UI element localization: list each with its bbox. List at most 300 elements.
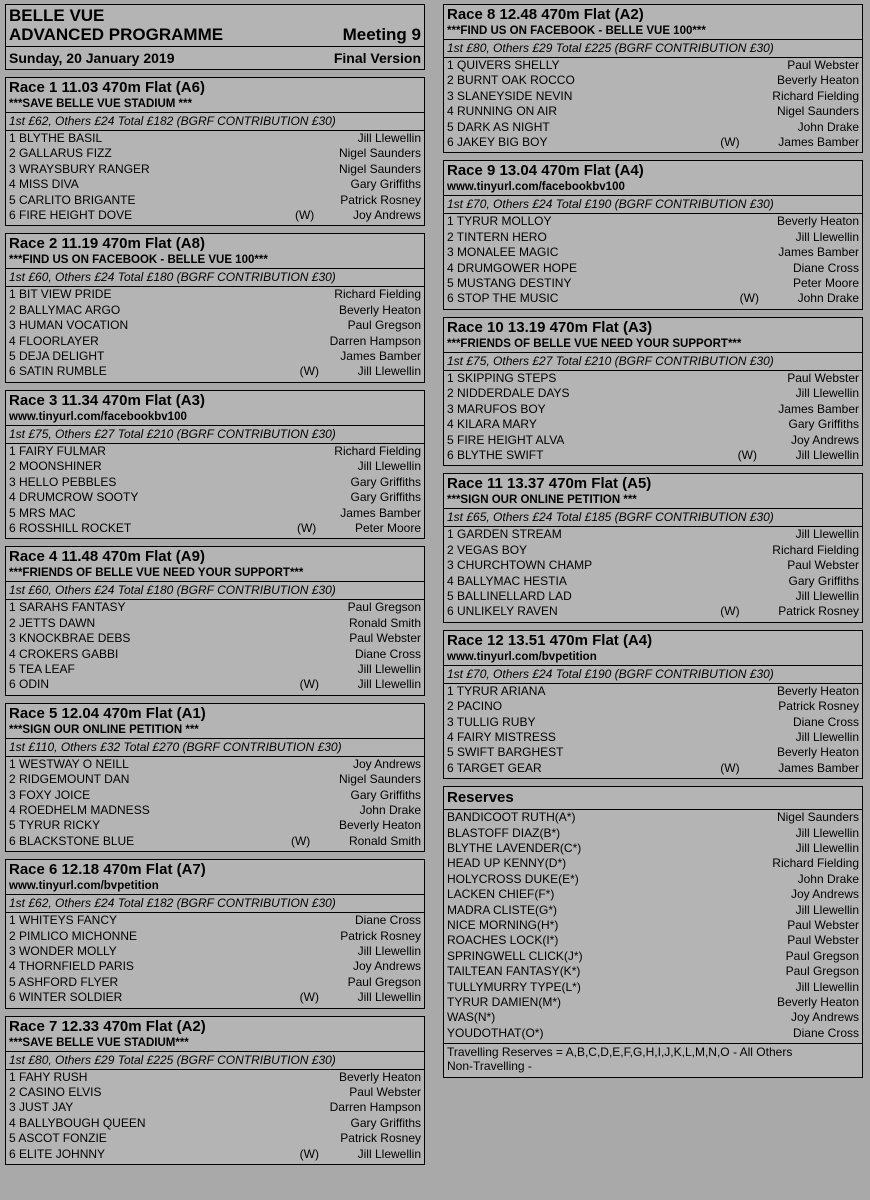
runner-dog: 4 BALLYMAC HESTIA <box>447 573 567 588</box>
runner-row <box>9 913 421 928</box>
runner-dog: 6 UNLIKELY RAVEN <box>447 604 558 619</box>
race-prize: 1st £60, Others £24 Total £180 (BGRF CONTRIBUTION £30) <box>6 582 424 600</box>
runner-dog: 2 BALLYMAC ARGO <box>9 302 121 317</box>
runner-wide-marker <box>297 913 355 928</box>
runner-wide-marker: (W) <box>290 833 311 848</box>
runner-wide-marker <box>733 433 791 448</box>
runner-dog: 5 TEA LEAF <box>9 661 75 676</box>
reserve-dog: BLASTOFF DIAZ(B*) <box>447 825 561 840</box>
runner-dog: 4 THORNFIELD PARIS <box>9 959 134 974</box>
reserve-trainer: Paul Gregson <box>785 964 859 979</box>
runner-trainer: Diane Cross <box>792 260 859 275</box>
runner-row <box>447 120 859 135</box>
runner-wide-marker <box>738 589 796 604</box>
runner-dog: 1 WESTWAY O NEILL <box>9 756 129 771</box>
runner-trainer: Patrick Rosney <box>778 699 859 714</box>
header-row-2 <box>6 25 424 47</box>
race-promo: ***SAVE BELLE VUE STADIUM *** <box>6 97 424 113</box>
runner-trainer: Gary Griffiths <box>350 490 421 505</box>
runner-row <box>9 1147 421 1162</box>
race-title: Race 6 12.18 470m Flat (A7) <box>9 861 206 879</box>
runner-trainer: Paul Webster <box>787 558 859 573</box>
runner-trainer: Gary Griffiths <box>350 787 421 802</box>
runner-trainer: Joy Andrews <box>790 432 859 447</box>
runner-dog: 6 ROSSHILL ROCKET <box>9 520 132 535</box>
runner-row <box>447 558 859 573</box>
runner-dog: 1 TYRUR ARIANA <box>447 683 546 698</box>
runner-dog: 4 RUNNING ON AIR <box>447 104 558 119</box>
runner-wide-marker: (W) <box>299 364 319 379</box>
runner-dog: 3 TULLIG RUBY <box>447 714 536 729</box>
runner-dog: 1 QUIVERS SHELLY <box>447 58 560 72</box>
runner-dog: 3 WRAYSBURY RANGER <box>9 161 150 176</box>
race-promo: ***FRIENDS OF BELLE VUE NEED YOUR SUPPORT*** <box>444 337 862 353</box>
reserve-trainer: John Drake <box>797 871 859 886</box>
reserve-dog: BLYTHE LAVENDER(C*) <box>447 841 582 855</box>
runner-wide-marker <box>719 104 777 119</box>
runner-dog: 4 MISS DIVA <box>9 177 79 192</box>
runner-dog: 2 CASINO ELVIS <box>9 1085 102 1100</box>
runner-row <box>9 1070 421 1085</box>
runner-wide-marker <box>738 527 796 542</box>
runner-dog: 3 CHURCHTOWN CHAMP <box>447 558 593 573</box>
runner-row <box>9 647 421 662</box>
runner-row <box>447 604 859 619</box>
reserve-row <box>447 933 859 948</box>
reserve-row <box>447 841 859 856</box>
runner-wide-marker <box>735 261 793 276</box>
race-title: Race 9 13.04 470m Flat (A4) <box>447 162 644 180</box>
runner-wide-marker <box>290 600 348 615</box>
race-card <box>5 703 425 852</box>
runner-trainer: James Bamber <box>778 135 859 150</box>
runner-row <box>447 73 859 88</box>
runner-row <box>447 684 859 699</box>
runner-row <box>9 287 421 302</box>
runner-wide-marker <box>729 58 787 73</box>
reserve-dog: YOUDOTHAT(O*) <box>447 1025 544 1040</box>
runner-trainer: Ronald Smith <box>348 615 421 630</box>
runner-dog: 1 SKIPPING STEPS <box>447 370 557 385</box>
runner-row <box>9 1085 421 1100</box>
runner-dog: 6 TARGET GEAR <box>447 760 542 775</box>
runner-trainer: Richard Fielding <box>772 88 859 103</box>
race-title: Race 5 12.04 470m Flat (A1) <box>9 704 206 722</box>
runner-wide-marker <box>272 334 330 349</box>
race-card <box>5 77 425 226</box>
runner-dog: 6 FIRE HEIGHT DOVE <box>9 208 133 223</box>
runner-row <box>9 757 421 772</box>
runner-wide-marker <box>300 662 358 677</box>
race-title: Race 3 11.34 470m Flat (A3) <box>9 391 205 409</box>
runner-trainer: Gary Griffiths <box>788 417 859 432</box>
runner-row <box>9 834 421 849</box>
runner-wide-marker <box>714 89 772 104</box>
runner-trainer: Jill Llewellin <box>795 588 859 603</box>
runner-trainer: James Bamber <box>778 401 859 416</box>
runner-trainer: Diane Cross <box>792 714 859 729</box>
runner-trainer: Jill Llewellin <box>357 364 421 379</box>
runner-wide-marker <box>276 287 334 302</box>
runner-row <box>447 291 859 306</box>
race-card <box>5 859 425 1008</box>
runner-trainer: Patrick Rosney <box>340 1131 421 1146</box>
runner-trainer: Darren Hampson <box>329 333 421 348</box>
runner-dog: 5 MUSTANG DESTINY <box>447 276 572 291</box>
race-prize: 1st £80, Others £29 Total £225 (BGRF CONTRIBUTION £30) <box>6 1052 424 1070</box>
runner-row <box>447 245 859 260</box>
right-column <box>443 4 863 1085</box>
runner-wide-marker <box>719 214 777 229</box>
runner-trainer: Paul Gregson <box>347 974 421 989</box>
runner-wide-marker <box>729 371 787 386</box>
runner-row <box>9 506 421 521</box>
runner-row <box>447 58 859 73</box>
reserve-trainer: Diane Cross <box>792 1025 859 1040</box>
runner-row <box>9 662 421 677</box>
reserve-row <box>447 995 859 1010</box>
runner-dog: 4 DRUMGOWER HOPE <box>447 260 578 275</box>
runner-trainer: James Bamber <box>340 505 421 520</box>
runner-dog: 2 GALLARUS FIZZ <box>9 146 112 161</box>
runner-wide-marker: (W) <box>720 604 740 619</box>
runner-wide-marker: (W) <box>294 208 315 223</box>
runner-wide-marker <box>719 745 777 760</box>
runner-wide-marker <box>293 475 351 490</box>
runner-row <box>9 818 421 833</box>
runner-row <box>9 631 421 646</box>
runner-wide-marker <box>720 402 778 417</box>
race-title: Race 2 11.19 470m Flat (A8) <box>9 235 205 253</box>
runner-trainer: Diane Cross <box>354 646 421 661</box>
runner-dog: 5 TYRUR RICKY <box>9 818 101 833</box>
runner-wide-marker <box>282 193 340 208</box>
runner-trainer: Nigel Saunders <box>776 104 859 119</box>
runner-wide-marker <box>731 574 789 589</box>
runner-wide-marker <box>295 757 353 772</box>
reserve-trainer: Paul Gregson <box>785 948 859 963</box>
reserve-row <box>447 918 859 933</box>
runner-row <box>447 371 859 386</box>
runner-dog: 2 PIMLICO MICHONNE <box>9 928 138 943</box>
runner-wide-marker <box>302 803 360 818</box>
reserves-note-line-2: Non-Travelling - <box>447 1059 532 1074</box>
reserve-trainer: Jill Llewellin <box>795 979 859 994</box>
runner-dog: 6 BLACKSTONE BLUE <box>9 833 135 848</box>
runner-dog: 4 CROKERS GABBI <box>9 646 119 661</box>
runner-trainer: Jill Llewellin <box>795 229 859 244</box>
reserve-row <box>447 856 859 871</box>
runner-trainer: Richard Fielding <box>334 287 421 302</box>
runner-wide-marker <box>290 318 348 333</box>
runner-dog: 1 TYRUR MOLLOY <box>447 214 552 229</box>
runner-trainer: Peter Moore <box>354 520 421 535</box>
runner-row <box>9 959 421 974</box>
programme-title: ADVANCED PROGRAMME <box>9 25 224 44</box>
race-prize: 1st £65, Others £24 Total £185 (BGRF CONTRIBUTION £30) <box>444 509 862 527</box>
race-title: Race 11 13.37 470m Flat (A5) <box>447 475 652 493</box>
runner-wide-marker <box>290 975 348 990</box>
reserve-row <box>447 887 859 902</box>
runner-wide-marker <box>714 543 772 558</box>
runner-trainer: James Bamber <box>340 349 421 364</box>
runner-wide-marker <box>731 417 789 432</box>
runner-row <box>447 589 859 604</box>
runner-dog: 1 WHITEYS FANCY <box>9 913 118 928</box>
runner-dog: 5 DARK AS NIGHT <box>447 119 550 134</box>
meeting-number: Meeting 9 <box>342 25 421 44</box>
runner-dog: 3 WONDER MOLLY <box>9 944 117 958</box>
runner-trainer: Joy Andrews <box>352 756 421 771</box>
runner-wide-marker <box>291 631 349 646</box>
race-promo: www.tinyurl.com/facebookbv100 <box>6 410 424 426</box>
runner-trainer: Beverly Heaton <box>338 302 421 317</box>
runner-trainer: Jill Llewellin <box>357 944 421 958</box>
runner-trainer: Paul Webster <box>349 1085 421 1100</box>
reserve-dog: ROACHES LOCK(I*) <box>447 933 559 948</box>
runner-wide-marker <box>282 506 340 521</box>
runner-dog: 3 FOXY JOICE <box>9 787 91 802</box>
runner-row <box>447 543 859 558</box>
runner-row <box>9 475 421 490</box>
runner-wide-marker <box>281 162 339 177</box>
reserve-trainer: Joy Andrews <box>790 1010 859 1025</box>
runner-trainer: Nigel Saunders <box>338 146 421 161</box>
reserves-note <box>444 1043 862 1075</box>
runner-wide-marker <box>293 788 351 803</box>
runner-row <box>9 803 421 818</box>
runner-row <box>447 276 859 291</box>
runner-dog: 6 STOP THE MUSIC <box>447 291 559 306</box>
runner-dog: 2 MOONSHINER <box>9 459 102 474</box>
runner-trainer: Jill Llewellin <box>795 447 859 462</box>
runner-row <box>9 193 421 208</box>
runner-dog: 4 FLOORLAYER <box>9 333 99 348</box>
runner-dog: 6 ODIN <box>9 677 50 692</box>
runner-dog: 5 ASHFORD FLYER <box>9 974 119 989</box>
meeting-date: Sunday, 20 January 2019 <box>9 50 175 66</box>
runner-dog: 5 DEJA DELIGHT <box>9 349 105 364</box>
race-promo: ***SIGN OUR ONLINE PETITION *** <box>444 493 862 509</box>
runner-row <box>9 349 421 364</box>
runner-trainer: Jill Llewellin <box>357 677 421 692</box>
reserve-trainer: Nigel Saunders <box>776 810 859 825</box>
runner-dog: 6 BLYTHE SWIFT <box>447 447 544 462</box>
runner-trainer: John Drake <box>797 291 859 306</box>
runner-wide-marker <box>291 616 349 631</box>
race-card <box>443 160 863 309</box>
runner-row <box>9 1116 421 1131</box>
runner-dog: 5 CARLITO BRIGANTE <box>9 192 136 207</box>
runner-trainer: Joy Andrews <box>352 208 421 223</box>
runner-trainer: Richard Fielding <box>772 542 859 557</box>
runner-row <box>9 788 421 803</box>
runner-row <box>447 433 859 448</box>
runner-row <box>9 1131 421 1146</box>
runner-dog: 1 GARDEN STREAM <box>447 527 562 542</box>
runner-row <box>9 521 421 536</box>
runner-row <box>447 745 859 760</box>
runner-trainer: Gary Griffiths <box>350 474 421 489</box>
runner-dog: 6 ELITE JOHNNY <box>9 1146 106 1161</box>
runner-trainer: Paul Webster <box>349 631 421 646</box>
runner-wide-marker <box>740 120 798 135</box>
runner-trainer: Jill Llewellin <box>357 459 421 474</box>
runner-dog: 4 FAIRY MISTRESS <box>447 729 556 744</box>
runner-wide-marker: (W) <box>299 1146 319 1161</box>
runner-row <box>447 574 859 589</box>
race-card <box>443 4 863 153</box>
runner-row <box>9 490 421 505</box>
race-promo: www.tinyurl.com/bvpetition <box>444 650 862 666</box>
runner-dog: 1 BLYTHE BASIL <box>9 131 103 145</box>
runner-dog: 2 VEGAS BOY <box>447 542 528 557</box>
runner-row <box>447 402 859 417</box>
runner-trainer: Paul Webster <box>787 370 859 385</box>
runner-trainer: James Bamber <box>778 245 859 260</box>
left-column <box>5 4 425 1172</box>
race-promo: www.tinyurl.com/bvpetition <box>6 879 424 895</box>
runner-wide-marker <box>720 699 778 714</box>
runner-row <box>447 730 859 745</box>
runner-wide-marker <box>291 1085 349 1100</box>
reserve-dog: HEAD UP KENNY(D*) <box>447 856 567 871</box>
race-promo: ***FRIENDS OF BELLE VUE NEED YOUR SUPPORT*** <box>6 566 424 582</box>
track-name: BELLE VUE <box>9 6 105 25</box>
runner-row <box>9 208 421 223</box>
runner-wide-marker: (W) <box>720 760 740 775</box>
runner-wide-marker: (W) <box>737 447 757 462</box>
runner-wide-marker <box>719 684 777 699</box>
race-title: Race 10 13.19 470m Flat (A3) <box>447 318 653 336</box>
runner-row <box>9 334 421 349</box>
runner-row <box>9 600 421 615</box>
runner-wide-marker <box>738 386 796 401</box>
race-promo: ***SAVE BELLE VUE STADIUM*** <box>6 1036 424 1052</box>
reserve-trainer: Paul Webster <box>787 918 859 933</box>
runner-dog: 4 DRUMCROW SOOTY <box>9 490 139 505</box>
runner-wide-marker: (W) <box>299 677 319 692</box>
left-race-list <box>5 77 425 1165</box>
reserve-trainer: Jill Llewellin <box>795 902 859 917</box>
reserve-row <box>447 949 859 964</box>
runner-trainer: Jill Llewellin <box>357 990 421 1005</box>
race-title: Race 8 12.48 470m Flat (A2) <box>447 6 644 23</box>
runner-trainer: Jill Llewellin <box>357 1146 421 1161</box>
runner-trainer: Peter Moore <box>792 276 859 291</box>
race-card <box>443 630 863 779</box>
runner-trainer: Nigel Saunders <box>338 772 421 787</box>
runner-wide-marker <box>281 1070 339 1085</box>
reserve-dog: BANDICOOT RUTH(A*) <box>447 810 576 825</box>
runner-wide-marker <box>300 131 358 146</box>
race-promo: ***SIGN OUR ONLINE PETITION *** <box>6 723 424 739</box>
race-prize: 1st £62, Others £24 Total £182 (BGRF CONTRIBUTION £30) <box>6 113 424 131</box>
runner-row <box>9 772 421 787</box>
runner-row <box>447 104 859 119</box>
runner-trainer: Jill Llewellin <box>795 729 859 744</box>
race-card <box>443 317 863 466</box>
runner-row <box>9 444 421 459</box>
runner-dog: 3 MARUFOS BOY <box>447 401 546 416</box>
header-row-1 <box>9 6 421 25</box>
runner-dog: 5 FIRE HEIGHT ALVA <box>447 432 565 447</box>
runner-wide-marker <box>282 929 340 944</box>
runner-wide-marker: (W) <box>299 990 319 1005</box>
runner-trainer: Gary Griffiths <box>350 1115 421 1130</box>
runner-row <box>447 417 859 432</box>
runner-row <box>9 364 421 379</box>
race-title: Race 7 12.33 470m Flat (A2) <box>9 1017 206 1035</box>
runner-row <box>9 303 421 318</box>
runner-trainer: Patrick Rosney <box>778 604 859 619</box>
runner-wide-marker <box>735 715 793 730</box>
reserve-row <box>447 826 859 841</box>
reserve-list <box>447 810 859 1041</box>
runner-wide-marker <box>281 818 339 833</box>
runner-trainer: Diane Cross <box>354 913 421 928</box>
race-prize: 1st £60, Others £24 Total £180 (BGRF CONTRIBUTION £30) <box>6 269 424 287</box>
race-card <box>5 390 425 539</box>
runner-row <box>9 177 421 192</box>
runner-dog: 1 SARAHS FANTASY <box>9 600 126 615</box>
race-prize: 1st £62, Others £24 Total £182 (BGRF CONTRIBUTION £30) <box>6 895 424 913</box>
runner-dog: 4 KILARA MARY <box>447 417 537 432</box>
runner-dog: 2 PACINO <box>447 699 503 714</box>
runner-trainer: Paul Webster <box>787 58 859 72</box>
runner-dog: 5 ASCOT FONZIE <box>9 1131 107 1146</box>
race-promo: ***FIND US ON FACEBOOK - BELLE VUE 100*** <box>444 24 862 40</box>
runner-wide-marker: (W) <box>739 291 759 306</box>
race-promo: www.tinyurl.com/facebookbv100 <box>444 180 862 196</box>
reserve-dog: TAILTEAN FANTASY(K*) <box>447 964 581 979</box>
runner-wide-marker <box>293 177 351 192</box>
runner-trainer: Paul Gregson <box>347 318 421 333</box>
race-card <box>5 546 425 695</box>
runner-trainer: Jill Llewellin <box>357 131 421 145</box>
runner-row <box>9 146 421 161</box>
runner-dog: 2 TINTERN HERO <box>447 229 547 244</box>
race-card <box>5 1016 425 1165</box>
runner-row <box>9 975 421 990</box>
runner-row <box>447 386 859 401</box>
runner-row <box>447 214 859 229</box>
race-title: Race 4 11.48 470m Flat (A9) <box>9 548 205 566</box>
reserve-row <box>447 980 859 995</box>
race-promo: ***FIND US ON FACEBOOK - BELLE VUE 100*** <box>6 253 424 269</box>
runner-dog: 6 WINTER SOLDIER <box>9 990 123 1005</box>
runner-trainer: Beverly Heaton <box>776 214 859 229</box>
runner-dog: 2 BURNT OAK ROCCO <box>447 73 575 88</box>
reserve-dog: LACKEN CHIEF(F*) <box>447 887 555 902</box>
runner-wide-marker <box>272 1100 330 1115</box>
runner-dog: 3 HELLO PEBBLES <box>9 474 117 489</box>
race-title: Race 12 13.51 470m Flat (A4) <box>447 631 653 649</box>
runner-row <box>9 318 421 333</box>
runner-trainer: Ronald Smith <box>348 833 421 848</box>
runner-wide-marker <box>297 647 355 662</box>
runner-wide-marker: (W) <box>296 520 317 535</box>
runner-trainer: Joy Andrews <box>352 959 421 974</box>
runner-dog: 5 BALLINELLARD LAD <box>447 588 572 603</box>
reserve-row <box>447 964 859 979</box>
runner-wide-marker <box>300 459 358 474</box>
runner-trainer: Beverly Heaton <box>338 1069 421 1084</box>
runner-row <box>9 929 421 944</box>
reserve-dog: TULLYMURRY TYPE(L*) <box>447 979 581 994</box>
runner-row <box>447 261 859 276</box>
reserve-trainer: Paul Webster <box>787 933 859 948</box>
